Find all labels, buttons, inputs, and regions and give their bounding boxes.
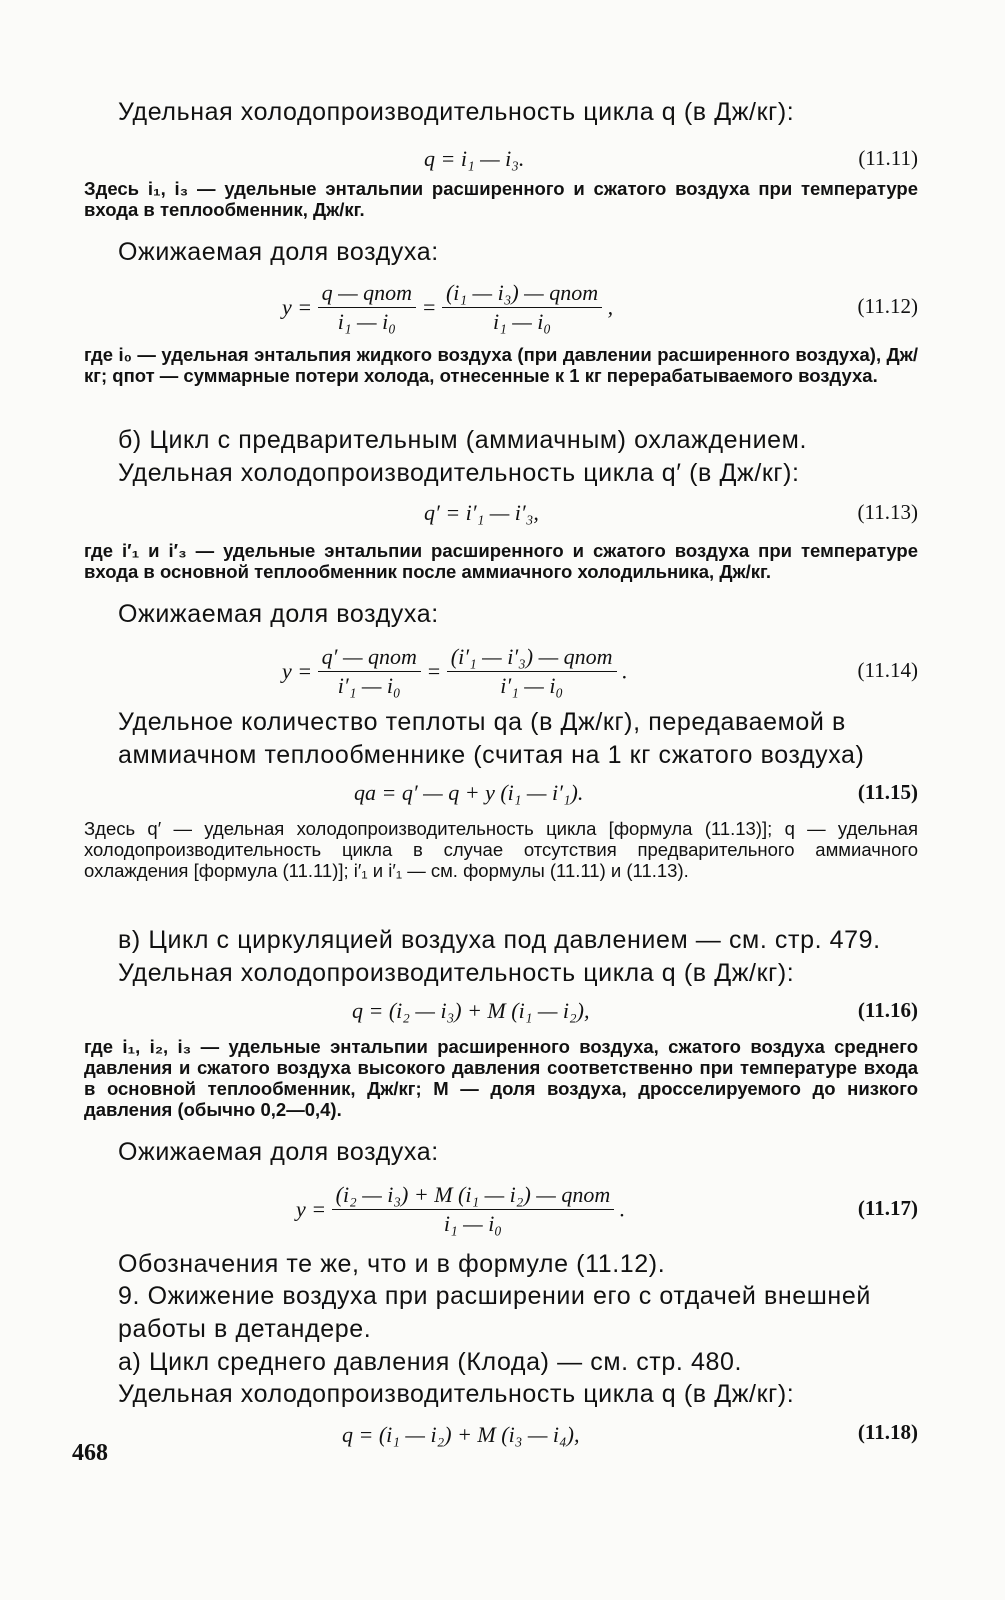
equation-formula: q = i₁ — i₃.: [424, 146, 525, 171]
paragraph-notation-note: Обозначения те же, что и в формуле (11.12).: [118, 1250, 666, 1278]
equation-formula: q = (i₁ — i₂) + M (i₃ — i₄),: [342, 1422, 580, 1447]
page-number: 468: [72, 1440, 108, 1466]
fraction-denominator: i₁ — i₀: [337, 309, 396, 334]
fraction-numerator: (i′₁ — i′₃) — qпот: [447, 644, 617, 672]
fraction-numerator: (i₂ — i₃) + M (i₁ — i₂) — qпот: [332, 1182, 615, 1210]
fraction-numerator: (i₁ — i₃) — qпот: [442, 280, 602, 308]
equation-punctuation: ,: [607, 294, 614, 320]
equation-formula: q′ = i′₁ — i′₃,: [424, 500, 539, 525]
paragraph-definitions-i1-i3: Здесь i₁, i₃ — удельные энтальпии расширенного и сжатого воздуха при температуре входа в теплообменник, Дж/кг.: [84, 178, 918, 220]
paragraph-ammonia-heat-amount: Удельное количество теплоты qа (в Дж/кг), передаваемой в аммиачном теплообменнике (считая на 1 кг сжатого воздуха): [118, 708, 865, 769]
fraction-right: [447, 644, 617, 699]
equation-lhs: y =: [296, 1196, 327, 1222]
fraction-denominator: i′₁ — i₀: [500, 673, 564, 698]
equation-number: (11.15): [857, 780, 918, 804]
fraction-numerator: q′ — qпот: [318, 644, 421, 672]
equation-number: (11.13): [857, 500, 918, 524]
equation-number: (11.17): [857, 1196, 918, 1220]
equation-number: (11.18): [857, 1420, 918, 1444]
paragraph-cycle-c-heading: в) Цикл с циркуляцией воздуха под давлением — см. стр. 479. Удельная холодопроизводительность цикла q (в Дж/кг):: [118, 926, 881, 987]
paragraph-liquefied-fraction-heading-2: Ожижаемая доля воздуха:: [118, 600, 439, 628]
equation-11-16: [84, 994, 918, 1034]
paragraph-definitions-i0-qpot: где i₀ — удельная энтальпия жидкого воздуха (при давлении расширенного воздуха), Дж/кг; qпот — суммарные потери холода, отнесенные к 1 кг перерабатываемого воздуха.: [84, 344, 918, 386]
paragraph-cycle-a-heading: а) Цикл среднего давления (Клода) — см. стр. 480.: [118, 1348, 743, 1376]
equation-formula: q = (i₂ — i₃) + M (i₁ — i₂),: [352, 998, 590, 1023]
equation-lhs: y =: [282, 294, 313, 320]
fraction-left: [318, 644, 421, 699]
paragraph-liquefied-fraction-heading-3: Ожижаемая доля воздуха:: [118, 1138, 439, 1166]
equals-sign: =: [421, 294, 437, 320]
paragraph-liquefied-fraction-heading: Ожижаемая доля воздуха:: [118, 238, 439, 266]
equation-11-11: [84, 140, 918, 180]
fraction-left: [318, 280, 416, 335]
equation-11-18: [84, 1420, 918, 1460]
paragraph-definitions-i1prime-i3prime: где i′₁ и i′₃ — удельные энтальпии расширенного и сжатого воздуха при температуре входа в основной теплообменник после аммиачного холодильника, Дж/кг.: [84, 540, 918, 582]
equation-number: (11.14): [857, 658, 918, 682]
equation-formula: qа = q′ — q + y (i₁ — i′₁).: [354, 780, 584, 805]
equation-11-13: [84, 496, 918, 536]
equation-punctuation: .: [619, 1196, 626, 1222]
paragraph-definitions-qprime-q: Здесь q′ — удельная холодопроизводительность цикла [формула (11.13)]; q — удельная холодопроизводительность цикла в случае отсутствия предварительного аммиачного охлаждения [формула (11.11)]; i′₁ и i′₁ — см. формулы (11.11) и (11.13).: [84, 818, 918, 881]
paragraph-cycle-b-heading: б) Цикл с предварительным (аммиачным) охлаждением. Удельная холодопроизводительность цикла q′ (в Дж/кг):: [118, 426, 807, 487]
paragraph-specific-cooling-capacity: Удельная холодопроизводительность цикла q (в Дж/кг):: [118, 98, 795, 126]
fraction-denominator: i′₁ — i₀: [337, 673, 401, 698]
paragraph-section-9: 9. Ожижение воздуха при расширении его с отдачей внешней работы в детандере.: [118, 1282, 871, 1343]
equation-punctuation: .: [622, 658, 628, 684]
fraction-numerator: q — qпот: [318, 280, 416, 308]
fraction-right: [442, 280, 602, 335]
fraction-denominator: i₁ — i₀: [443, 1211, 502, 1236]
equation-lhs: y =: [282, 658, 313, 684]
equation-11-15: [84, 776, 918, 816]
equation-number: (11.12): [857, 294, 918, 318]
equation-11-14: [84, 644, 918, 700]
paragraph-specific-cooling-capacity-2: Удельная холодопроизводительность цикла q (в Дж/кг):: [118, 1380, 795, 1408]
fraction-denominator: i₁ — i₀: [492, 309, 552, 334]
equals-sign: =: [426, 658, 442, 684]
paragraph-definitions-i1-i2-i3-m: где i₁, i₂, i₃ — удельные энтальпии расширенного воздуха, сжатого воздуха среднего давления и сжатого воздуха высокого давления соответственно при температуре входа в основной теплообменник, Дж/кг; M — доля воздуха, дросселируемого до низкого давления (обычно 0,2—0,4).: [84, 1036, 918, 1120]
fraction: [332, 1182, 615, 1237]
equation-number: (11.16): [857, 998, 918, 1022]
equation-11-12: [84, 280, 918, 336]
equation-11-17: [84, 1182, 918, 1238]
equation-number: (11.11): [858, 146, 918, 170]
